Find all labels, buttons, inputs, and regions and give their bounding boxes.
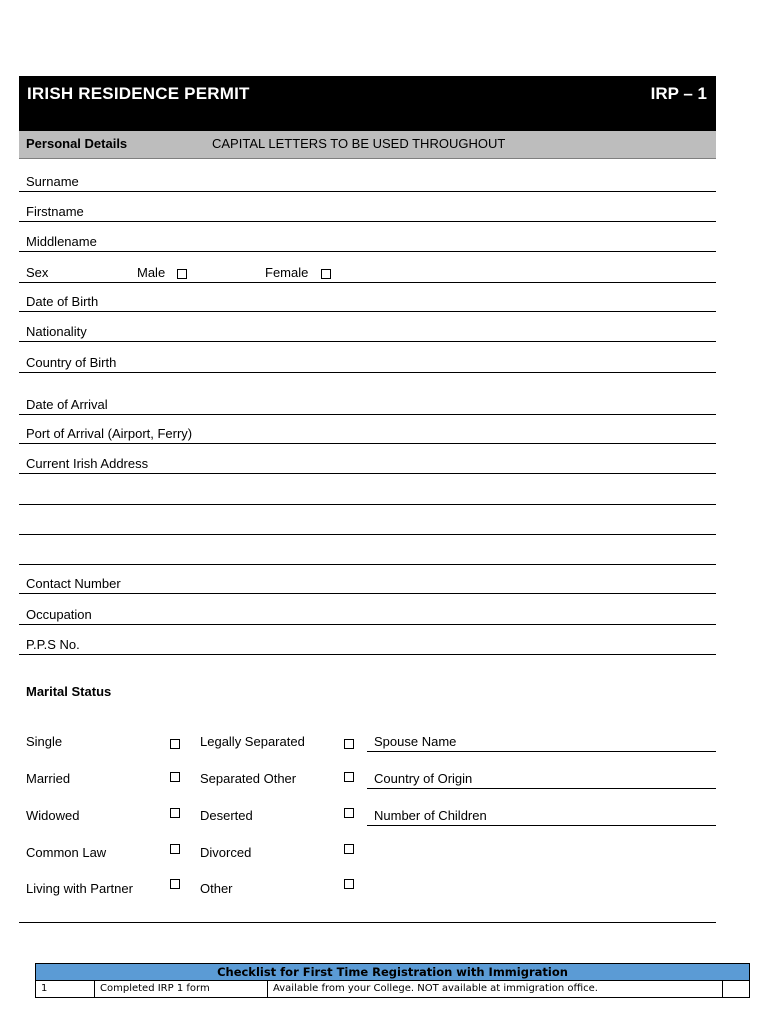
marital-separated-other-label: Separated Other — [200, 771, 297, 786]
sex-female-checkbox[interactable] — [321, 269, 331, 279]
marital-living-with-partner-label: Living with Partner — [26, 881, 133, 896]
married-checkbox[interactable] — [170, 772, 180, 782]
marital-widowed-label: Widowed — [26, 808, 80, 823]
checklist-header-row — [36, 964, 750, 981]
current-address-label: Current Irish Address — [26, 456, 149, 471]
middlename-field[interactable] — [19, 230, 716, 252]
checklist-title: Checklist for First Time Registration with Immigration — [36, 964, 750, 981]
section-divider — [19, 922, 716, 923]
marital-divorced-label: Divorced — [200, 845, 252, 860]
marital-common-law-label: Common Law — [26, 845, 107, 860]
spouse-name-field[interactable] — [367, 731, 716, 752]
pps-label: P.P.S No. — [26, 637, 80, 652]
form-title: IRISH RESIDENCE PERMIT — [27, 84, 250, 103]
country-of-origin-label: Country of Origin — [374, 771, 473, 786]
nationality-label: Nationality — [26, 324, 87, 339]
surname-label: Surname — [26, 174, 79, 189]
section-header-personal-details — [19, 131, 716, 159]
single-checkbox[interactable] — [170, 739, 180, 749]
address-line-2[interactable] — [19, 482, 716, 505]
marital-deserted-label: Deserted — [200, 808, 253, 823]
country-of-birth-label: Country of Birth — [26, 355, 117, 370]
divorced-checkbox[interactable] — [344, 844, 354, 854]
spouse-name-label: Spouse Name — [374, 734, 457, 749]
dob-label: Date of Birth — [26, 294, 99, 309]
registration-checklist-table — [35, 963, 750, 998]
firstname-field[interactable] — [19, 200, 716, 222]
checklist-row-item: Completed IRP 1 form — [95, 981, 268, 998]
separated-other-checkbox[interactable] — [344, 772, 354, 782]
surname-field[interactable] — [19, 170, 716, 192]
sex-female-label: Female — [265, 265, 309, 280]
date-of-arrival-field[interactable] — [19, 392, 716, 415]
section-title: Personal Details — [26, 136, 128, 151]
sex-field — [19, 260, 716, 283]
nationality-field[interactable] — [19, 320, 716, 342]
number-of-children-label: Number of Children — [374, 808, 487, 823]
form-code: IRP – 1 — [650, 84, 707, 103]
firstname-label: Firstname — [26, 204, 84, 219]
common-law-checkbox[interactable] — [170, 844, 180, 854]
pps-field[interactable] — [19, 632, 716, 655]
widowed-checkbox[interactable] — [170, 808, 180, 818]
occupation-field[interactable] — [19, 602, 716, 625]
checklist-row-check-cell[interactable] — [723, 981, 750, 998]
number-of-children-field[interactable] — [367, 805, 716, 826]
port-of-arrival-field[interactable] — [19, 422, 716, 444]
checklist-row-number: 1 — [36, 981, 95, 998]
marital-single-label: Single — [26, 734, 63, 749]
current-address-field[interactable] — [19, 452, 716, 474]
sex-male-label: Male — [137, 265, 166, 280]
occupation-label: Occupation — [26, 607, 92, 622]
country-of-birth-field[interactable] — [19, 350, 716, 373]
middlename-label: Middlename — [26, 234, 97, 249]
address-line-4[interactable] — [19, 542, 716, 565]
table-row — [36, 981, 750, 998]
sex-label: Sex — [26, 265, 49, 280]
living-with-partner-checkbox[interactable] — [170, 879, 180, 889]
marital-married-label: Married — [26, 771, 71, 786]
address-line-3[interactable] — [19, 512, 716, 535]
legally-separated-checkbox[interactable] — [344, 739, 354, 749]
marital-status-title: Marital Status — [26, 684, 112, 699]
port-of-arrival-label: Port of Arrival (Airport, Ferry) — [26, 426, 193, 441]
checklist-row-note: Available from your College. NOT available at immigration office. — [268, 981, 723, 998]
country-of-origin-field[interactable] — [367, 768, 716, 789]
marital-legally-separated-label: Legally Separated — [200, 734, 305, 749]
date-of-arrival-label: Date of Arrival — [26, 397, 108, 412]
form-header — [19, 76, 716, 131]
dob-field[interactable] — [19, 290, 716, 312]
other-checkbox[interactable] — [344, 879, 354, 889]
contact-number-label: Contact Number — [26, 576, 121, 591]
contact-number-field[interactable] — [19, 572, 716, 594]
sex-male-checkbox[interactable] — [177, 269, 187, 279]
deserted-checkbox[interactable] — [344, 808, 354, 818]
marital-other-label: Other — [200, 881, 233, 896]
capital-letters-note: CAPITAL LETTERS TO BE USED THROUGHOUT — [212, 136, 506, 151]
